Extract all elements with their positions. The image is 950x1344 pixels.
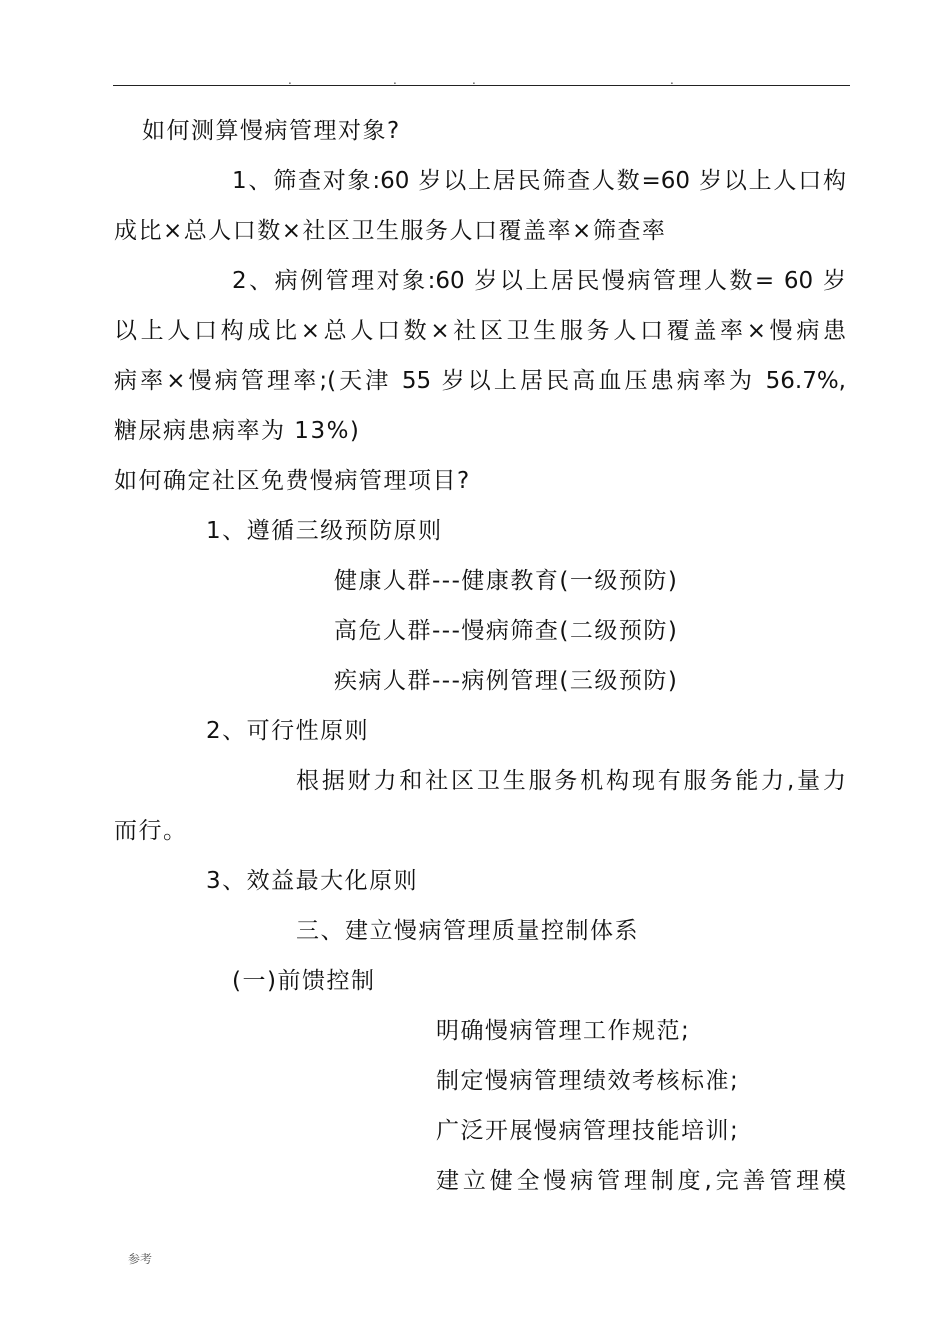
section-heading: 三、建立慢病管理质量控制体系	[296, 918, 639, 944]
header-rule	[113, 85, 850, 86]
control-item: 制定慢病管理绩效考核标准;	[436, 1068, 740, 1094]
principle-item: 1、遵循三级预防原则	[206, 518, 443, 544]
paragraph-line: 成比×总人口数×社区卫生服务人口覆盖率×筛查率	[114, 218, 667, 244]
header-dot: .	[472, 73, 476, 87]
header-dot: .	[393, 73, 397, 87]
control-item: 广泛开展慢病管理技能培训;	[436, 1118, 740, 1144]
control-item: 明确慢病管理工作规范;	[436, 1018, 691, 1044]
principle-item: 3、效益最大化原则	[206, 868, 419, 894]
prevention-item: 疾病人群---病例管理(三级预防)	[334, 668, 679, 694]
principle-item: 2、可行性原则	[206, 718, 370, 744]
paragraph-line: 根据财力和社区卫生服务机构现有服务能力,量力	[296, 768, 846, 794]
paragraph-line: 2、病例管理对象:60 岁以上居民慢病管理人数= 60 岁	[232, 268, 846, 294]
paragraph-line: 病率×慢病管理率;(天津 55 岁以上居民高血压患病率为 56.7%,	[114, 368, 846, 394]
paragraph-line: 而行。	[114, 818, 188, 844]
subsection-heading: (一)前馈控制	[232, 968, 376, 994]
header-dot: .	[288, 73, 292, 87]
prevention-item: 高危人群---慢病筛查(二级预防)	[334, 618, 679, 644]
paragraph-line: 以上人口构成比×总人口数×社区卫生服务人口覆盖率×慢病患	[114, 318, 846, 344]
header-dot: .	[670, 73, 674, 87]
question-heading-2: 如何确定社区免费慢病管理项目?	[114, 468, 471, 494]
control-item: 建立健全慢病管理制度,完善管理模	[436, 1168, 846, 1194]
question-heading-1: 如何测算慢病管理对象?	[142, 118, 401, 144]
paragraph-line: 1、筛查对象:60 岁以上居民筛查人数=60 岁以上人口构	[232, 168, 846, 194]
footer-label: 参考	[128, 1252, 153, 1266]
paragraph-line: 糖尿病患病率为 13%)	[114, 418, 361, 444]
prevention-item: 健康人群---健康教育(一级预防)	[334, 568, 679, 594]
